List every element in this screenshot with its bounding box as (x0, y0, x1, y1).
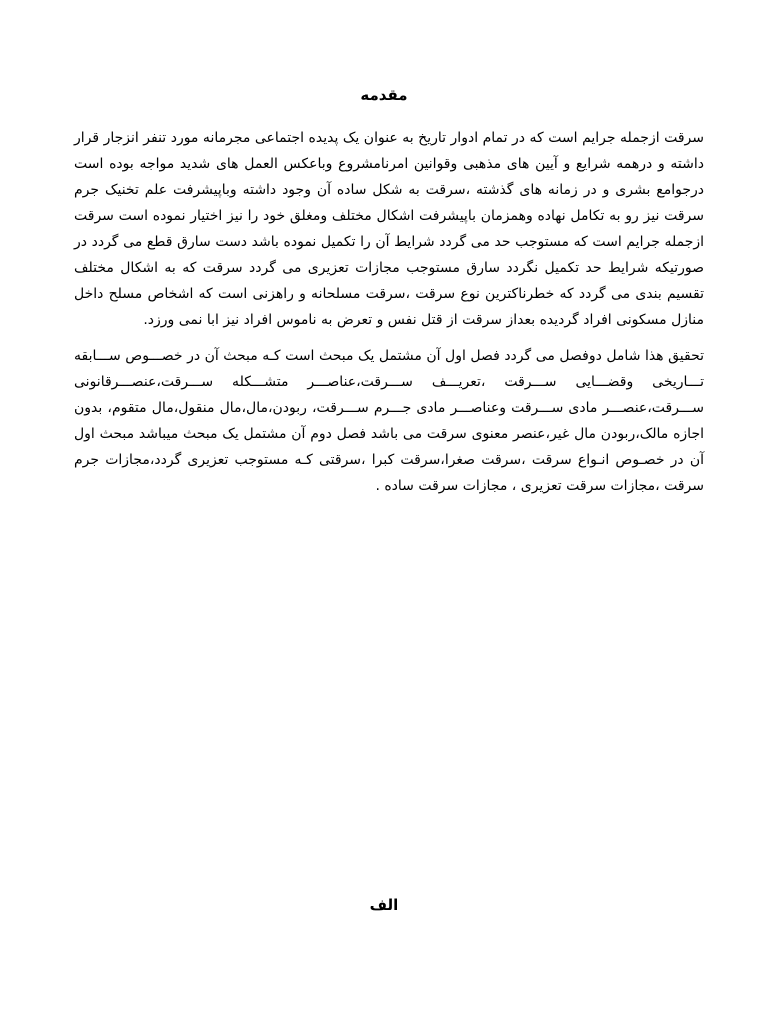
research-outline-paragraph: تحقیق هذا شامل دوفصل می گردد فصل اول آن مشتمل یک مبحث است کـه مبحث آن در خصـــوص ســـابقه تـــاریخی وقضـــایی ســـرقت ،تعریـــف ســـرقت،عناصـــر متشـــکله ســـرقت،عنصـــرقانونی ســـرقت،عنصـــر مادی ســـرقت وعناصـــر مادی جـــرم ســـرقت، ربودن،مال،مال منقول،مال متقوم، بدون اجازه مالک،ربودن مال غیر،عنصر معنوی سرقت می باشد فصل دوم آن مشتمل یک مبحث میباشد مبحث اول آن در خصـوص انـواع سرقت ،سرقت صغرا،سرقت کبرا ،سرقتی کـه مستوجب تعزیری گردد،مجازات جرم سرقت ،مجازات سرقت تعزیری ، مجازات سرقت ساده . (74, 348, 704, 494)
document-body (74, 125, 704, 499)
page-title: مقدمه (360, 86, 408, 104)
page-number: الف (369, 896, 399, 914)
intro-paragraph: سرقت ازجمله جرایم است که در تمام ادوار تاریخ به عنوان یک پدیده اجتماعی مجرمانه مورد تنفر انزجار قرار داشته و درهمه شرایع و آیین های مذهبی وقوانین امرنامشروع وباعکس العمل های شدید مواجه بوده است درجوامع بشری و در زمانه های گذشته ،سرقت به شکل ساده آن وجود داشته وباپیشرفت علم تخنیک جرم سرقت نیز رو به تکامل نهاده وهمزمان باپیشرفت اشکال مختلف ومغلق خود را نیز اختیار نموده است سرقت ازجمله جرایم است که مستوجب حد می گردد شرایط آن را تکمیل نموده باشد دست سارق قطع می گردد در صورتیکه شرایط حد تکمیل نگردد سارق مستوجب مجازات تعزیری می گردد سرقت که به اشکال مختلف تقسیم بندی می گردد که خطرناکترین نوع سرقت ،سرقت مسلحانه و راهزنی است که اشخاص مسلح داخل منازل مسکونی افراد گردیده بعداز سرقت از قتل نفس و تعرض به ناموس افراد نیز ابا نمی ورزد. (74, 130, 704, 328)
